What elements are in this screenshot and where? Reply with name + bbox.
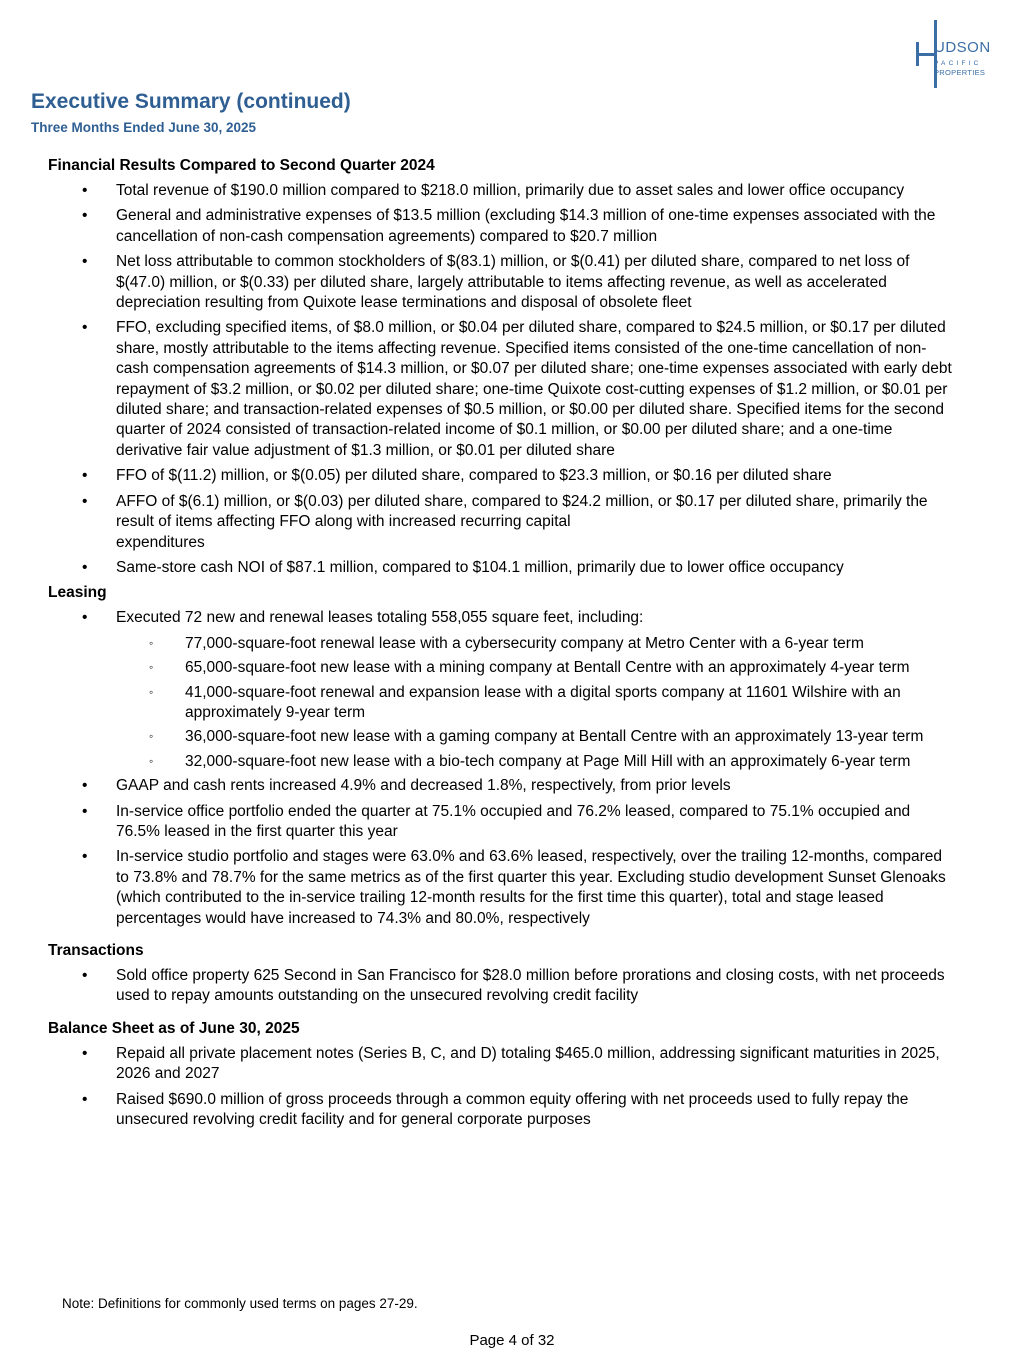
sub-list-item: ◦ 65,000-square-foot new lease with a mining company at Bentall Centre with an approximately 4-year term [149, 659, 910, 677]
bullet-icon: • [82, 207, 88, 225]
list-item: • GAAP and cash rents increased 4.9% and decreased 1.8%, respectively, from prior levels [48, 776, 958, 796]
list-item: • Same-store cash NOI of $87.1 million, compared to $104.1 million, primarily due to lower office occupancy [48, 558, 958, 578]
sub-list-item: ◦ 41,000-square-foot renewal and expansion lease with a digital sports company at 11601 Wilshire with an approximately 9-year term [149, 683, 901, 721]
bullet-icon: • [82, 848, 88, 866]
bullet-icon: • [82, 967, 88, 984]
list-item: • Raised $690.0 million of gross proceeds through a common equity offering with net proceeds used to fully repay the unsecured revolving credit facility and for general corporate purposes [82, 1090, 909, 1129]
bullet-icon: • [82, 777, 88, 795]
sub-list-item: ◦ 32,000-square-foot new lease with a bio-tech company at Page Mill Hill with an approximately 6-year term [149, 752, 911, 770]
section-heading-financial: Financial Results Compared to Second Quarter 2024 [48, 157, 435, 174]
list-item: • Sold office property 625 Second in San Francisco for $28.0 million before prorations and closing costs, with net proceeds used to repay amounts outstanding on the unsecured revolving credit facility [82, 967, 945, 1005]
list-item: • FFO, excluding specified items, of $8.0 million, or $0.04 per diluted share, compared to $24.5 million, or $0.17 per diluted share, mostly attributable to the items affecting revenue. Specified items consisted of the one-time cancellation of non-cash compensation agreements of $14.3 million, or $0.07 per diluted share; one-time expenses associated with early debt repayment of $3.2 million, or $0.02 per diluted share; one-time Quixote cost-cutting expenses of $1.2 million, or $0.01 per diluted share; and transaction-related expenses of $0.5 million, or $0.00 per diluted share. Specified items for the second quarter of 2024 consisted of transaction-related income of $0.1 million, or $0.00 per diluted share; and a one-time derivative fair value adjustment of $1.3 million, or $0.01 per diluted share [82, 319, 952, 459]
bullet-icon: • [82, 802, 88, 820]
list-item: • Net loss attributable to common stockholders of $(83.1) million, or $(0.41) per diluted share, compared to net loss of $(47.0) million, or $(0.33) per diluted share, largely attributable to items affecting revenue, as well as accelerated depreciation resulting from Quixote lease terminations and disposal of obsolete fleet [82, 253, 910, 312]
page-subtitle: Three Months Ended June 30, 2025 [31, 120, 257, 135]
bullet-icon: • [82, 319, 88, 337]
list-item: • In-service studio portfolio and stages were 63.0% and 63.6% leased, respectively, over the trailing 12-months, compared to 73.8% and 78.7% for the same metrics as of the first quarter this year. Excluding studio development Sunset Glenoaks (which contributed to the in-service trailing 12-month results for the first time this quarter), total and stage leased percentages would have increased to 74.3% and 80.0%, respectively [82, 848, 946, 927]
bullet-icon: • [82, 253, 88, 271]
sub-bullet-icon: ◦ [149, 684, 154, 699]
bullet-icon: • [82, 609, 88, 627]
list-item: • FFO of $(11.2) million, or $(0.05) per diluted share, compared to $23.3 million, or $0.16 per diluted share [48, 466, 958, 486]
logo-wordmark: UDSON [934, 39, 991, 56]
section-heading-transactions: Transactions [48, 942, 144, 959]
bullet-icon: • [82, 492, 88, 510]
sub-bullet-icon: ◦ [149, 660, 154, 675]
sub-bullet-icon: ◦ [149, 635, 154, 650]
sub-bullet-icon: ◦ [149, 729, 154, 744]
list-item: • Repaid all private placement notes (Series B, C, and D) totaling $465.0 million, addressing significant maturities in 2025, 2026 and 2027 [82, 1044, 940, 1083]
bullet-icon: • [82, 1044, 88, 1062]
summary-content [48, 156, 958, 1135]
page-title: Executive Summary (continued) [31, 90, 351, 113]
section-heading-balance-sheet: Balance Sheet as of June 30, 2025 [48, 1019, 300, 1037]
list-item: • In-service office portfolio ended the quarter at 75.1% occupied and 76.2% leased, compared to 75.1% occupied and 76.5% leased in the first quarter this year [82, 802, 911, 840]
list-item: • AFFO of $(6.1) million, or $(0.03) per diluted share, compared to $24.2 million, or $0.17 per diluted share, primarily the result of items affecting FFO along with increased recurring capital expenditures [82, 492, 928, 551]
footnote: Note: Definitions for commonly used terms on pages 27-29. [62, 1296, 418, 1311]
list-item: • General and administrative expenses of $13.5 million (excluding $14.3 million of one-time expenses associated with the cancellation of non-cash compensation agreements) compared to $20.7 million [82, 207, 936, 245]
bullet-icon: • [82, 1090, 88, 1108]
sub-list-item: ◦ 36,000-square-foot new lease with a gaming company at Bentall Centre with an approximately 13-year term [149, 728, 924, 746]
section-heading-leasing: Leasing [48, 584, 107, 602]
sub-bullet-icon: ◦ [149, 753, 154, 768]
logo-properties: PROPERTIES [934, 68, 986, 77]
list-item: • Executed 72 new and renewal leases totaling 558,055 square feet, including: [48, 608, 958, 628]
company-logo [914, 20, 1004, 88]
page-number: Page 4 of 32 [469, 1332, 555, 1349]
logo-pacific: PACIFIC [934, 60, 982, 67]
sub-list-item: ◦ 77,000-square-foot renewal lease with a cybersecurity company at Metro Center with a 6-year term [149, 634, 864, 652]
bullet-icon: • [82, 467, 88, 485]
bullet-icon: • [82, 182, 88, 199]
bullet-icon: • [82, 558, 88, 576]
list-item: • Total revenue of $190.0 million compared to $218.0 million, primarily due to asset sales and lower office occupancy [48, 181, 958, 201]
